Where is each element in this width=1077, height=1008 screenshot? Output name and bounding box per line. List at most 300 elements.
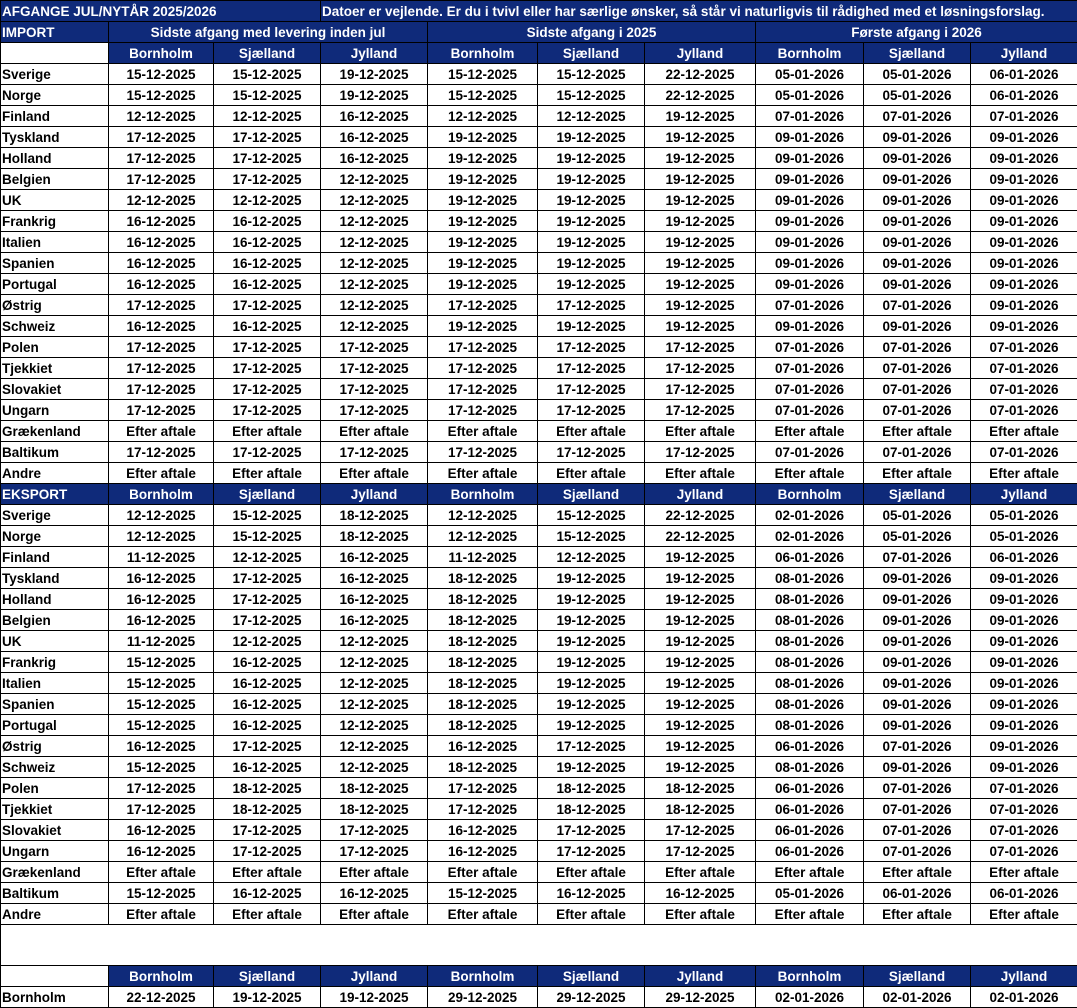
departure-date-cell: 19-12-2025	[321, 987, 428, 1008]
departure-date-cell: 16-12-2025	[321, 568, 428, 589]
departure-date-cell: 12-12-2025	[321, 232, 428, 253]
departure-date-cell: 07-01-2026	[864, 106, 971, 127]
departure-date-cell: 12-12-2025	[214, 190, 321, 211]
country-name: Spanien	[1, 694, 109, 715]
group-header-first-2026: Første afgang i 2026	[756, 22, 1077, 43]
departure-date-cell: 19-12-2025	[645, 274, 756, 295]
bornholm-region-lead	[1, 966, 109, 987]
table-row	[1, 631, 1077, 652]
departure-date-cell: 09-01-2026	[971, 274, 1077, 295]
departure-date-cell: Efter aftale	[321, 421, 428, 442]
departure-date-cell: 12-12-2025	[214, 631, 321, 652]
table-row	[1, 148, 1077, 169]
country-name: Sverige	[1, 64, 109, 85]
departure-date-cell: 16-12-2025	[109, 274, 214, 295]
departure-date-cell: 17-12-2025	[428, 400, 538, 421]
departure-date-cell: 09-01-2026	[971, 568, 1077, 589]
departure-date-cell: 19-12-2025	[428, 232, 538, 253]
departure-date-cell: 16-12-2025	[214, 211, 321, 232]
departure-date-cell: 18-12-2025	[538, 778, 645, 799]
country-name: Portugal	[1, 715, 109, 736]
departure-date-cell: 08-01-2026	[756, 631, 864, 652]
departure-date-cell: 07-01-2026	[971, 799, 1077, 820]
departure-date-cell: 15-12-2025	[428, 64, 538, 85]
departure-date-cell: 19-12-2025	[428, 316, 538, 337]
departure-date-cell: 19-12-2025	[645, 232, 756, 253]
departure-date-cell: 19-12-2025	[645, 106, 756, 127]
departure-date-cell: 19-12-2025	[538, 715, 645, 736]
departure-date-cell: 06-01-2026	[971, 547, 1077, 568]
departure-date-cell: 09-01-2026	[756, 211, 864, 232]
departure-date-cell: 07-01-2026	[864, 799, 971, 820]
departure-date-cell: 06-01-2026	[971, 883, 1077, 904]
departure-date-cell: 17-12-2025	[538, 736, 645, 757]
departure-date-cell: 07-01-2026	[971, 106, 1077, 127]
departure-date-cell: 18-12-2025	[645, 778, 756, 799]
table-row	[1, 337, 1077, 358]
departure-date-cell: 17-12-2025	[109, 799, 214, 820]
departure-date-cell: 29-12-2025	[428, 987, 538, 1008]
departure-date-cell: 09-01-2026	[864, 715, 971, 736]
departure-date-cell: 12-12-2025	[321, 673, 428, 694]
departure-date-cell: 19-12-2025	[645, 295, 756, 316]
departure-date-cell: 07-01-2026	[864, 442, 971, 463]
departure-date-cell: 02-01-2026	[864, 987, 971, 1008]
departure-date-cell: 17-12-2025	[645, 820, 756, 841]
departure-date-cell: 09-01-2026	[864, 568, 971, 589]
departure-date-cell: 17-12-2025	[214, 400, 321, 421]
departure-date-cell: 12-12-2025	[321, 253, 428, 274]
departure-date-cell: 19-12-2025	[538, 148, 645, 169]
departure-date-cell: 12-12-2025	[428, 505, 538, 526]
departure-date-cell: 09-01-2026	[971, 673, 1077, 694]
departure-date-cell: 07-01-2026	[864, 778, 971, 799]
region-header-bornholm: Bornholm	[428, 966, 538, 987]
region-header-bornholm: Bornholm	[428, 484, 538, 505]
import-section-label: IMPORT	[1, 22, 109, 43]
departure-date-cell: 05-01-2026	[756, 85, 864, 106]
departure-date-cell: 19-12-2025	[538, 211, 645, 232]
country-name: Holland	[1, 148, 109, 169]
departure-date-cell: 16-12-2025	[214, 883, 321, 904]
region-header-sjaelland: Sjælland	[538, 43, 645, 64]
departure-date-cell: 19-12-2025	[538, 274, 645, 295]
departure-date-cell: 12-12-2025	[214, 547, 321, 568]
departure-date-cell: 17-12-2025	[214, 148, 321, 169]
departure-date-cell: 09-01-2026	[971, 127, 1077, 148]
departure-date-cell: 12-12-2025	[214, 106, 321, 127]
departure-date-cell: Efter aftale	[971, 463, 1077, 484]
country-name: Schweiz	[1, 757, 109, 778]
departure-date-cell: 17-12-2025	[645, 442, 756, 463]
departure-date-cell: 16-12-2025	[214, 316, 321, 337]
country-name: Norge	[1, 526, 109, 547]
departure-date-cell: Efter aftale	[321, 463, 428, 484]
departure-date-cell: 17-12-2025	[214, 841, 321, 862]
departure-date-cell: 02-01-2026	[971, 987, 1077, 1008]
departure-date-cell: 09-01-2026	[756, 190, 864, 211]
departure-date-cell: 19-12-2025	[645, 673, 756, 694]
departure-date-cell: 09-01-2026	[971, 253, 1077, 274]
departure-date-cell: 07-01-2026	[756, 337, 864, 358]
departure-date-cell: 18-12-2025	[321, 799, 428, 820]
departure-date-cell: 09-01-2026	[971, 715, 1077, 736]
region-header-sjaelland: Sjælland	[538, 484, 645, 505]
country-name: Ungarn	[1, 400, 109, 421]
departure-date-cell: 19-12-2025	[645, 547, 756, 568]
departure-date-cell: 17-12-2025	[109, 148, 214, 169]
departure-date-cell: 09-01-2026	[971, 694, 1077, 715]
country-name: Grækenland	[1, 862, 109, 883]
departure-date-cell: 12-12-2025	[321, 295, 428, 316]
departure-date-cell: 17-12-2025	[109, 169, 214, 190]
country-name: Belgien	[1, 169, 109, 190]
country-name: Schweiz	[1, 316, 109, 337]
departure-date-cell: 17-12-2025	[214, 610, 321, 631]
region-header-jylland: Jylland	[645, 43, 756, 64]
departure-date-cell: Efter aftale	[645, 421, 756, 442]
departure-date-cell: 09-01-2026	[864, 274, 971, 295]
country-name: Polen	[1, 337, 109, 358]
departure-date-cell: 17-12-2025	[538, 337, 645, 358]
region-header-sjaelland: Sjælland	[864, 43, 971, 64]
region-header-bornholm: Bornholm	[109, 484, 214, 505]
departure-date-cell: Efter aftale	[109, 463, 214, 484]
departure-date-cell: 09-01-2026	[864, 673, 971, 694]
table-row	[1, 400, 1077, 421]
departure-date-cell: 07-01-2026	[756, 295, 864, 316]
country-name: UK	[1, 190, 109, 211]
region-header-sjaelland: Sjælland	[538, 966, 645, 987]
departure-date-cell: 19-12-2025	[538, 589, 645, 610]
table-row	[1, 232, 1077, 253]
departure-date-cell: 19-12-2025	[645, 190, 756, 211]
departure-date-cell: 17-12-2025	[321, 400, 428, 421]
departure-date-cell: 12-12-2025	[321, 211, 428, 232]
table-row	[1, 652, 1077, 673]
region-header-sjaelland: Sjælland	[214, 966, 321, 987]
departure-date-cell: 08-01-2026	[756, 610, 864, 631]
departure-date-cell: 16-12-2025	[214, 253, 321, 274]
departure-date-cell: 16-12-2025	[321, 883, 428, 904]
departure-date-cell: 16-12-2025	[109, 841, 214, 862]
departure-date-cell: 09-01-2026	[864, 757, 971, 778]
departure-date-cell: Efter aftale	[538, 463, 645, 484]
table-row	[1, 295, 1077, 316]
departure-date-cell: 06-01-2026	[756, 778, 864, 799]
departure-date-cell: 09-01-2026	[864, 694, 971, 715]
departure-date-cell: 06-01-2026	[756, 799, 864, 820]
departure-date-cell: 16-12-2025	[109, 568, 214, 589]
country-name: Bornholm	[1, 987, 109, 1008]
departure-date-cell: 19-12-2025	[538, 673, 645, 694]
table-row	[1, 841, 1077, 862]
table-row	[1, 463, 1077, 484]
departure-date-cell: 12-12-2025	[428, 526, 538, 547]
country-name: Østrig	[1, 295, 109, 316]
departure-date-cell: 09-01-2026	[756, 253, 864, 274]
departure-date-cell: Efter aftale	[214, 421, 321, 442]
departure-date-cell: Efter aftale	[428, 421, 538, 442]
country-name: Polen	[1, 778, 109, 799]
export-section-label: EKSPORT	[1, 484, 109, 505]
departure-date-cell: 07-01-2026	[756, 400, 864, 421]
departure-date-cell: 19-12-2025	[538, 568, 645, 589]
departure-date-cell: 19-12-2025	[538, 694, 645, 715]
departure-date-cell: Efter aftale	[321, 862, 428, 883]
departure-date-cell: 16-12-2025	[109, 610, 214, 631]
country-name: Østrig	[1, 736, 109, 757]
departure-date-cell: 12-12-2025	[109, 526, 214, 547]
departure-date-cell: Efter aftale	[645, 862, 756, 883]
departure-date-cell: Efter aftale	[428, 862, 538, 883]
region-header-jylland: Jylland	[971, 43, 1077, 64]
departure-date-cell: 18-12-2025	[428, 610, 538, 631]
country-name: Ungarn	[1, 841, 109, 862]
table-row	[1, 211, 1077, 232]
departure-date-cell: 07-01-2026	[971, 400, 1077, 421]
departure-date-cell: 19-12-2025	[428, 274, 538, 295]
departure-date-cell: 09-01-2026	[971, 652, 1077, 673]
departure-date-cell: 16-12-2025	[214, 232, 321, 253]
departure-date-cell: 15-12-2025	[538, 526, 645, 547]
departure-date-cell: 15-12-2025	[109, 673, 214, 694]
table-row	[1, 799, 1077, 820]
departure-date-cell: 19-12-2025	[538, 757, 645, 778]
departure-date-cell: 16-12-2025	[214, 274, 321, 295]
departure-date-cell: 16-12-2025	[109, 589, 214, 610]
departure-date-cell: 19-12-2025	[428, 169, 538, 190]
table-row	[1, 106, 1077, 127]
departure-date-cell: 16-12-2025	[214, 694, 321, 715]
departure-date-cell: 19-12-2025	[645, 694, 756, 715]
departure-date-cell: 09-01-2026	[971, 610, 1077, 631]
table-row	[1, 883, 1077, 904]
region-header-sjaelland: Sjælland	[214, 43, 321, 64]
table-row	[1, 610, 1077, 631]
departure-date-cell: 09-01-2026	[864, 232, 971, 253]
departure-date-cell: 08-01-2026	[756, 568, 864, 589]
region-header-jylland: Jylland	[321, 484, 428, 505]
departure-date-cell: 09-01-2026	[971, 631, 1077, 652]
departure-date-cell: 17-12-2025	[109, 400, 214, 421]
departure-date-cell: 07-01-2026	[971, 379, 1077, 400]
departure-date-cell: 19-12-2025	[214, 987, 321, 1008]
country-name: Baltikum	[1, 883, 109, 904]
departure-date-cell: 16-12-2025	[214, 715, 321, 736]
departure-date-cell: 22-12-2025	[645, 505, 756, 526]
departure-date-cell: Efter aftale	[864, 904, 971, 925]
region-header-bornholm: Bornholm	[756, 966, 864, 987]
country-name: Sverige	[1, 505, 109, 526]
departure-date-cell: 19-12-2025	[645, 568, 756, 589]
departure-date-cell: 09-01-2026	[864, 652, 971, 673]
departure-date-cell: 09-01-2026	[971, 190, 1077, 211]
departure-date-cell: Efter aftale	[538, 421, 645, 442]
departure-date-cell: 05-01-2026	[971, 505, 1077, 526]
sheet-title: AFGANGE JUL/NYTÅR 2025/2026	[1, 1, 321, 22]
departure-date-cell: 15-12-2025	[428, 85, 538, 106]
departure-date-cell: 09-01-2026	[971, 211, 1077, 232]
departure-date-cell: 07-01-2026	[971, 841, 1077, 862]
departure-date-cell: 07-01-2026	[756, 442, 864, 463]
departure-date-cell: 09-01-2026	[756, 127, 864, 148]
departure-date-cell: 08-01-2026	[756, 652, 864, 673]
departure-date-cell: 12-12-2025	[321, 757, 428, 778]
departure-date-cell: 07-01-2026	[864, 841, 971, 862]
region-header-sjaelland: Sjælland	[864, 484, 971, 505]
departure-date-cell: 19-12-2025	[645, 736, 756, 757]
table-row	[1, 526, 1077, 547]
departure-date-cell: 19-12-2025	[538, 232, 645, 253]
departure-date-cell: 07-01-2026	[864, 736, 971, 757]
departure-date-cell: 08-01-2026	[756, 673, 864, 694]
departure-date-cell: 16-12-2025	[214, 652, 321, 673]
departure-date-cell: 12-12-2025	[321, 631, 428, 652]
departure-date-cell: 16-12-2025	[109, 820, 214, 841]
departure-date-cell: 12-12-2025	[109, 106, 214, 127]
table-row	[1, 358, 1077, 379]
departure-date-cell: 15-12-2025	[109, 757, 214, 778]
departure-date-cell: 07-01-2026	[971, 820, 1077, 841]
table-row	[1, 85, 1077, 106]
departure-date-cell: 09-01-2026	[864, 169, 971, 190]
departure-date-cell: 06-01-2026	[971, 85, 1077, 106]
departure-date-cell: 18-12-2025	[428, 715, 538, 736]
region-header-jylland: Jylland	[971, 966, 1077, 987]
country-name: Grækenland	[1, 421, 109, 442]
departure-date-cell: 06-01-2026	[756, 547, 864, 568]
table-row	[1, 505, 1077, 526]
departure-date-cell: 07-01-2026	[971, 337, 1077, 358]
departure-date-cell: Efter aftale	[756, 904, 864, 925]
departure-date-cell: 09-01-2026	[864, 589, 971, 610]
country-name: Tjekkiet	[1, 799, 109, 820]
country-name: Baltikum	[1, 442, 109, 463]
departure-date-cell: 19-12-2025	[428, 148, 538, 169]
departure-date-cell: 09-01-2026	[864, 631, 971, 652]
departure-date-cell: 17-12-2025	[109, 295, 214, 316]
departure-date-cell: 12-12-2025	[538, 547, 645, 568]
table-row	[1, 673, 1077, 694]
departure-date-cell: 05-01-2026	[756, 883, 864, 904]
departure-date-cell: 07-01-2026	[864, 337, 971, 358]
title-row	[1, 1, 1077, 22]
sheet-note: Datoer er vejlende. Er du i tvivl eller har særlige ønsker, så står vi naturligvis til rådighed med et løsningsforslag.	[321, 1, 1077, 22]
departure-date-cell: 12-12-2025	[321, 736, 428, 757]
departure-date-cell: 09-01-2026	[864, 211, 971, 232]
departure-date-cell: 17-12-2025	[538, 400, 645, 421]
table-row	[1, 757, 1077, 778]
departure-date-cell: 19-12-2025	[538, 169, 645, 190]
departure-date-cell: 16-12-2025	[321, 610, 428, 631]
departure-date-cell: 19-12-2025	[645, 610, 756, 631]
departure-date-cell: 18-12-2025	[428, 631, 538, 652]
departure-date-cell: 09-01-2026	[864, 610, 971, 631]
departure-date-cell: 19-12-2025	[321, 64, 428, 85]
region-header-row	[1, 966, 1077, 987]
departure-date-cell: 16-12-2025	[321, 106, 428, 127]
departure-date-cell: 16-12-2025	[109, 253, 214, 274]
departure-date-cell: 16-12-2025	[109, 211, 214, 232]
departure-date-cell: 15-12-2025	[538, 505, 645, 526]
departure-date-cell: 29-12-2025	[538, 987, 645, 1008]
departure-date-cell: 07-01-2026	[864, 547, 971, 568]
region-header-bornholm: Bornholm	[109, 43, 214, 64]
departure-date-cell: 17-12-2025	[109, 358, 214, 379]
departure-date-cell: 19-12-2025	[645, 253, 756, 274]
table-row	[1, 421, 1077, 442]
departure-date-cell: 07-01-2026	[756, 358, 864, 379]
departure-date-cell: 17-12-2025	[214, 295, 321, 316]
departure-date-cell: 12-12-2025	[538, 106, 645, 127]
departure-date-cell: 18-12-2025	[428, 568, 538, 589]
departure-date-cell: 12-12-2025	[321, 652, 428, 673]
departure-date-cell: 09-01-2026	[756, 148, 864, 169]
departure-date-cell: 17-12-2025	[321, 820, 428, 841]
departure-date-cell: 12-12-2025	[321, 694, 428, 715]
departure-date-cell: 09-01-2026	[971, 757, 1077, 778]
departure-date-cell: 09-01-2026	[971, 232, 1077, 253]
departure-date-cell: 12-12-2025	[321, 190, 428, 211]
departure-date-cell: 07-01-2026	[864, 820, 971, 841]
departure-date-cell: 15-12-2025	[538, 85, 645, 106]
departure-date-cell: 18-12-2025	[321, 778, 428, 799]
departure-date-cell: 17-12-2025	[321, 337, 428, 358]
table-row	[1, 253, 1077, 274]
departure-date-cell: Efter aftale	[864, 862, 971, 883]
departure-date-cell: 16-12-2025	[428, 820, 538, 841]
departure-date-cell: 17-12-2025	[538, 358, 645, 379]
departure-date-cell: 12-12-2025	[428, 106, 538, 127]
departure-date-cell: 22-12-2025	[645, 526, 756, 547]
table-row	[1, 820, 1077, 841]
departure-date-cell: 09-01-2026	[971, 295, 1077, 316]
departure-date-cell: 09-01-2026	[864, 316, 971, 337]
departure-date-cell: 15-12-2025	[109, 85, 214, 106]
table-row	[1, 127, 1077, 148]
table-row	[1, 568, 1077, 589]
departure-date-cell: 17-12-2025	[214, 589, 321, 610]
table-row	[1, 715, 1077, 736]
departure-date-cell: 19-12-2025	[428, 190, 538, 211]
departure-date-cell: 17-12-2025	[321, 379, 428, 400]
region-header-jylland: Jylland	[971, 484, 1077, 505]
departure-date-cell: 18-12-2025	[428, 757, 538, 778]
departure-date-cell: 17-12-2025	[428, 358, 538, 379]
departure-date-cell: 16-12-2025	[214, 673, 321, 694]
departure-date-cell: 08-01-2026	[756, 694, 864, 715]
departure-date-cell: 17-12-2025	[428, 295, 538, 316]
country-name: Andre	[1, 904, 109, 925]
departure-date-cell: 19-12-2025	[645, 127, 756, 148]
departure-date-cell: 16-12-2025	[645, 883, 756, 904]
departure-date-cell: 16-12-2025	[538, 883, 645, 904]
departure-date-cell: 17-12-2025	[645, 337, 756, 358]
country-name: Frankrig	[1, 211, 109, 232]
departure-date-cell: 02-01-2026	[756, 526, 864, 547]
country-name: UK	[1, 631, 109, 652]
departure-date-cell: 17-12-2025	[645, 358, 756, 379]
departure-date-cell: 07-01-2026	[864, 358, 971, 379]
departure-date-cell: 07-01-2026	[971, 358, 1077, 379]
departure-date-cell: 15-12-2025	[109, 715, 214, 736]
departure-date-cell: 19-12-2025	[645, 148, 756, 169]
country-name: Finland	[1, 106, 109, 127]
departure-date-cell: 09-01-2026	[971, 736, 1077, 757]
departure-date-cell: 15-12-2025	[214, 505, 321, 526]
departure-date-cell: 05-01-2026	[864, 64, 971, 85]
